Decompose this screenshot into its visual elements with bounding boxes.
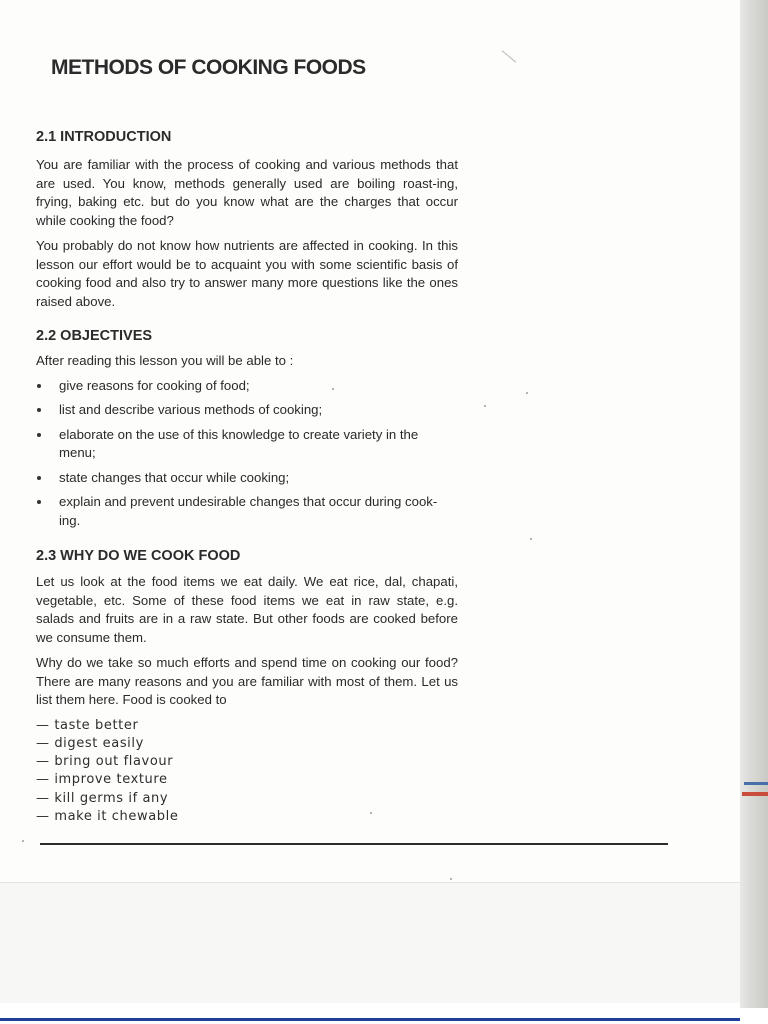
scan-speck <box>484 405 486 407</box>
list-item: — kill germs if any <box>36 790 169 806</box>
scan-mark <box>0 1018 740 1021</box>
scan-speck <box>450 878 452 880</box>
scan-mark <box>744 782 768 785</box>
scan-mark <box>502 50 516 62</box>
bullet-icon <box>37 433 41 437</box>
bullet-icon <box>37 500 41 504</box>
bullet-icon <box>37 408 41 412</box>
why-cook-paragraph-1: Let us look at the food items we eat daily. We eat rice, dal, chapati, vegetable, etc. Some of these food items we eat in raw state, e.g. salads and fruits are in a raw state. But other foods are cooked before we consume them. <box>36 574 458 645</box>
bottom-rule <box>40 843 668 845</box>
list-item: — bring out flavour <box>36 754 174 770</box>
section-heading-objectives: 2.2 OBJECTIVES <box>36 328 153 344</box>
scan-bottom-edge <box>0 1008 768 1024</box>
reasons-list <box>36 717 458 827</box>
page-title: METHODS OF COOKING FOODS <box>51 56 366 79</box>
bullet-icon <box>37 384 41 388</box>
list-item: — taste better <box>36 717 139 733</box>
list-item: — improve texture <box>36 772 168 788</box>
scan-edge <box>740 0 768 1024</box>
lower-sheet <box>0 882 740 1003</box>
introduction-paragraph-1: You are familiar with the process of cooking and various methods that are used. You know, methods generally used are boiling roast-ing, frying, baking etc. but do you know what are the charges that occur while cooking the food? <box>36 157 458 228</box>
scan-speck <box>22 840 24 842</box>
list-item: list and describe various methods of cooking; <box>36 401 458 420</box>
list-item: explain and prevent undesirable changes that occur during cook-ing. <box>36 493 458 530</box>
scan-speck <box>530 538 532 540</box>
objectives-intro: After reading this lesson you will be able to : <box>36 353 294 368</box>
scan-mark <box>742 792 768 796</box>
scan-speck <box>526 392 528 394</box>
why-cook-paragraph-2: Why do we take so much efforts and spend time on cooking our food? There are many reasons and you are familiar with most of them. Let us list them here. Food is cooked to <box>36 655 458 707</box>
section-heading-why-cook: 2.3 WHY DO WE COOK FOOD <box>36 548 241 564</box>
page-content <box>36 128 458 826</box>
bullet-icon <box>37 476 41 480</box>
introduction-paragraph-2: You probably do not know how nutrients are affected in cooking. In this lesson our effort would be to acquaint you with some scientific basis of cooking food and also try to answer many more questions like the ones raised above. <box>36 238 458 309</box>
list-item: — digest easily <box>36 735 144 751</box>
list-item: state changes that occur while cooking; <box>36 469 458 488</box>
scan-speck <box>332 388 334 390</box>
list-item: give reasons for cooking of food; <box>36 377 458 396</box>
list-item: — make it chewable <box>36 808 179 824</box>
scan-speck <box>370 812 372 814</box>
list-item: elaborate on the use of this knowledge to create variety in the menu; <box>36 426 458 463</box>
objectives-list <box>36 377 458 531</box>
section-heading-introduction: 2.1 INTRODUCTION <box>36 129 172 145</box>
